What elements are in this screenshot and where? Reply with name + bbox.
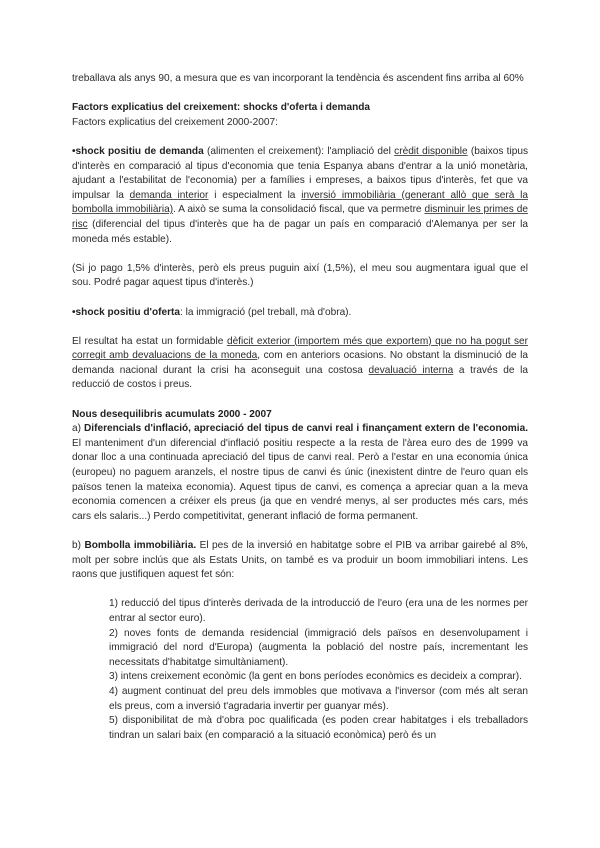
interest-note: (Si jo pago 1,5% d'interès, però els preus puguin així (1,5%), el meu sou augmentara igual que el sou. Podré pagar aquest tipus d'interès.): [72, 262, 528, 289]
list-item: 4) augment continuat del preu dels immobles que motivava a l'inversor (com més alt seran els preus, com a inversió t'agradaria invertir per guanyar més).: [109, 685, 528, 712]
supply-shock-paragraph: •shock positiu d'oferta: la immigració (pel treball, mà d'obra).: [72, 306, 352, 318]
result-paragraph: El resultat ha estat un formidable dèficit exterior (importem més que exportem) que no ha pogut ser corregit amb devaluacions de la moneda, com en anteriors ocasions. No obstant la disminució de la demanda nacional durant la crisi ha aconseguit una costosa devaluació interna a través de la reducció de costos i preus.: [72, 335, 528, 391]
list-item: 5) disponibilitat de mà d'obra poc qualificada (es poden crear habitatges i els treballadors tindran un salari baix (en comparació a la situació econòmica) però és un: [109, 715, 528, 741]
list-item: 3) intens creixement econòmic (la gent en bons períodes econòmics es decideix a comprar).: [109, 671, 522, 683]
intro-paragraph: treballava als anys 90, a mesura que es van incorporant la tendència és ascendent fins arriba al 60%: [72, 73, 524, 84]
inflation-paragraph: a) Diferencials d'inflació, apreciació del tipus de canvi real i finançament extern de l'economia. El manteniment d'un diferencial d'inflació positiu respecte a la resta de l'àrea euro des de 1999 va donar lloc a una continuada apreciació del tipus de canvi real. Però a l'estar en una economia única (europeu) no paguem aranzels, el nostre tipus de canvi és únic (inexistent dintre de l'euro quan els països tenen la mateixa economia). Aquest tipus de canvi, es comença a apreciar quan a la meva economia comencen a créixer els preus (ja que en vendré menys, al ser productes més cars, més cars els salaris...) Perdo competitivitat, generant inflació de forma permanent.: [72, 423, 528, 522]
supply-shock-label: •shock positiu d'oferta: [72, 306, 181, 318]
list-item: 2) noves fonts de demanda residencial (immigració dels països en desenvolupament i immigració del nord d'Europa) (augmenta la població del nostre país, incrementant les necessitats d'habitatge simultàniament).: [109, 627, 528, 668]
factors-subheading: Factors explicatius del creixement 2000-2007:: [72, 116, 278, 128]
inflation-label: Diferencials d'inflació, apreciació del tipus de canvi real i finançament extern de l'economia.: [84, 423, 528, 435]
demand-shock-label: •shock positiu de demanda: [72, 145, 204, 157]
reasons-list: [109, 597, 528, 743]
factors-heading: Factors explicatius del creixement: shocks d'oferta i demanda: [72, 102, 371, 114]
imbalances-heading: Nous desequilibris acumulats 2000 - 2007: [72, 408, 272, 420]
document-page: [72, 72, 528, 743]
housing-bubble-paragraph: b) Bombolla immobiliària. El pes de la inversió en habitatge sobre el PIB va arribar gairebé al 8%, molt per sobre inclús que als Estats Units, on també es va produir un boom immobiliari intens. Les raons que justifiquen aquest fet són:: [72, 540, 528, 581]
list-item: 1) reducció del tipus d'interès derivada de la introducció de l'euro (era una de les normes per entrar al sector euro).: [109, 598, 528, 624]
housing-bubble-label: Bombolla immobiliària.: [84, 540, 197, 551]
demand-shock-paragraph: •shock positiu de demanda (alimenten el creixement): l'ampliació del crèdit disponible (baixos tipus d'interès en comparació al tipus d'economia que tenia Espanya abans d'entrar a la unió monetària, ajudant a l'estabilitat de l'economia) per a famílies i empreses, a baixos tipus d'interès, fet que va impulsar la demanda interior i especialment la inversió immobiliària (generant allò que serà la bombolla immobiliària). A això se suma la consolidació fiscal, que va permetre disminuir les primes de risc (diferencial del tipus d'interès que ha de pagar un país en comparació d'Alemanya per ser la moneda més estable).: [72, 145, 529, 245]
